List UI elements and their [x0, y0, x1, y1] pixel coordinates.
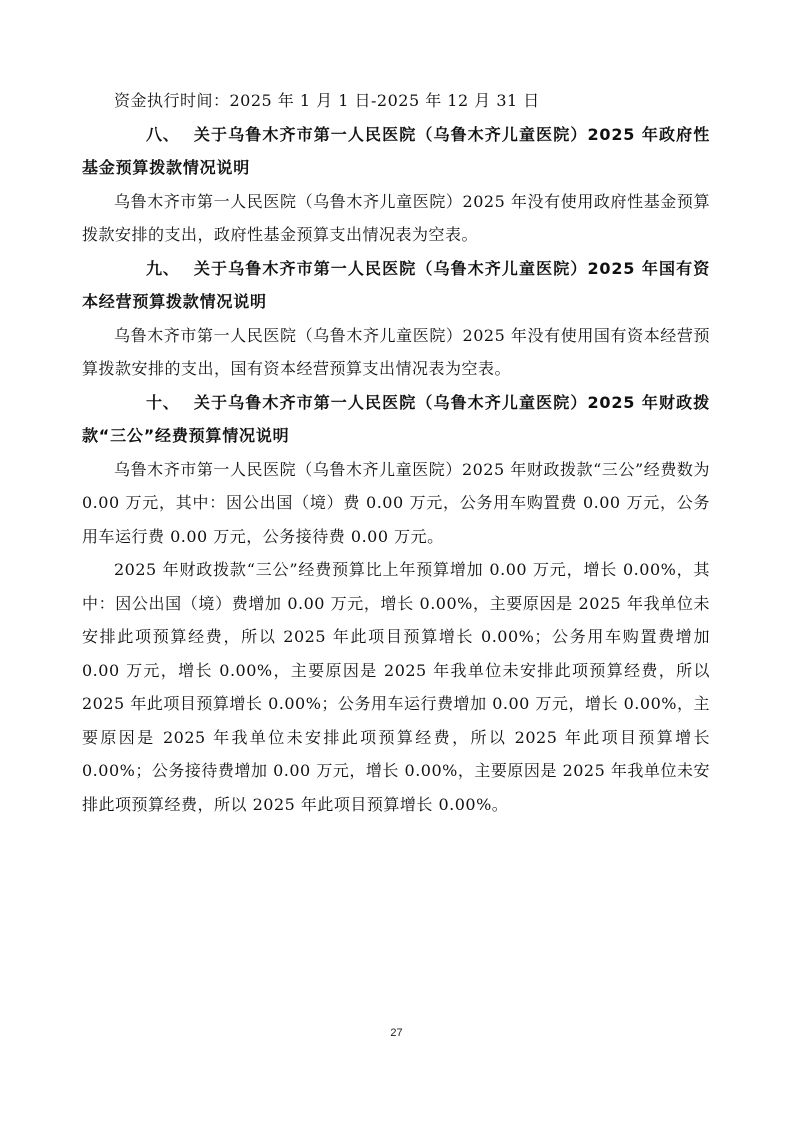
section-heading-10	[82, 386, 710, 453]
section-number: 九、	[146, 258, 180, 278]
execution-period-text: 资金执行时间：2025 年 1 月 1 日-2025 年 12 月 31 日	[114, 91, 540, 110]
government-fund-paragraph: 乌鲁木齐市第一人民医院（乌鲁木齐儿童医院）2025 年没有使用政府性基金预算拨款安排的支出，政府性基金预算支出情况表为空表。	[82, 191, 710, 244]
section-heading-9	[82, 252, 710, 319]
state-capital-paragraph: 乌鲁木齐市第一人民医院（乌鲁木齐儿童医院）2025 年没有使用国有资本经营预算拨款安排的支出，国有资本经营预算支出情况表为空表。	[82, 325, 710, 378]
section-number: 八、	[146, 124, 180, 144]
section-title: 关于乌鲁木齐市第一人民医院（乌鲁木齐儿童医院）2025 年政府性基金预算拨款情况说明	[82, 124, 710, 177]
section-title: 关于乌鲁木齐市第一人民医院（乌鲁木齐儿童医院）2025 年国有资本经营预算拨款情况说明	[82, 258, 710, 311]
section-heading-8	[82, 118, 710, 185]
section-title: 关于乌鲁木齐市第一人民医院（乌鲁木齐儿童医院）2025 年财政拨款“三公”经费预算情况说明	[82, 392, 710, 445]
three-public-expenses-paragraph: 乌鲁木齐市第一人民医院（乌鲁木齐儿童医院）2025 年财政拨款“三公”经费数为 0.00 万元，其中：因公出国（境）费 0.00 万元，公务用车购置费 0.00 万元，公务用车运行费 0.00 万元，公务接待费 0.00 万元。	[82, 459, 710, 546]
section-number: 十、	[146, 392, 180, 412]
document-body	[82, 84, 710, 821]
page-number: 27	[390, 1027, 403, 1039]
three-public-change-paragraph: 2025 年财政拨款“三公”经费预算比上年预算增加 0.00 万元，增长 0.00%，其中：因公出国（境）费增加 0.00 万元，增长 0.00%，主要原因是 2025 年我单位未安排此项预算经费，所以 2025 年此项目预算增长 0.00%；公务用车购置费增加 0.00 万元，增长 0.00%，主要原因是 2025 年我单位未安排此项预算经费，所以 2025 年此项目预算增长 0.00%；公务用车运行费增加 0.00 万元，增长 0.00%，主要原因是 2025 年我单位未安排此项预算经费，所以 2025 年此项目预算增长 0.00%；公务接待费增加 0.00 万元，增长 0.00%，主要原因是 2025 年我单位未安排此项预算经费，所以 2025 年此项目预算增长 0.00%。	[82, 560, 710, 814]
